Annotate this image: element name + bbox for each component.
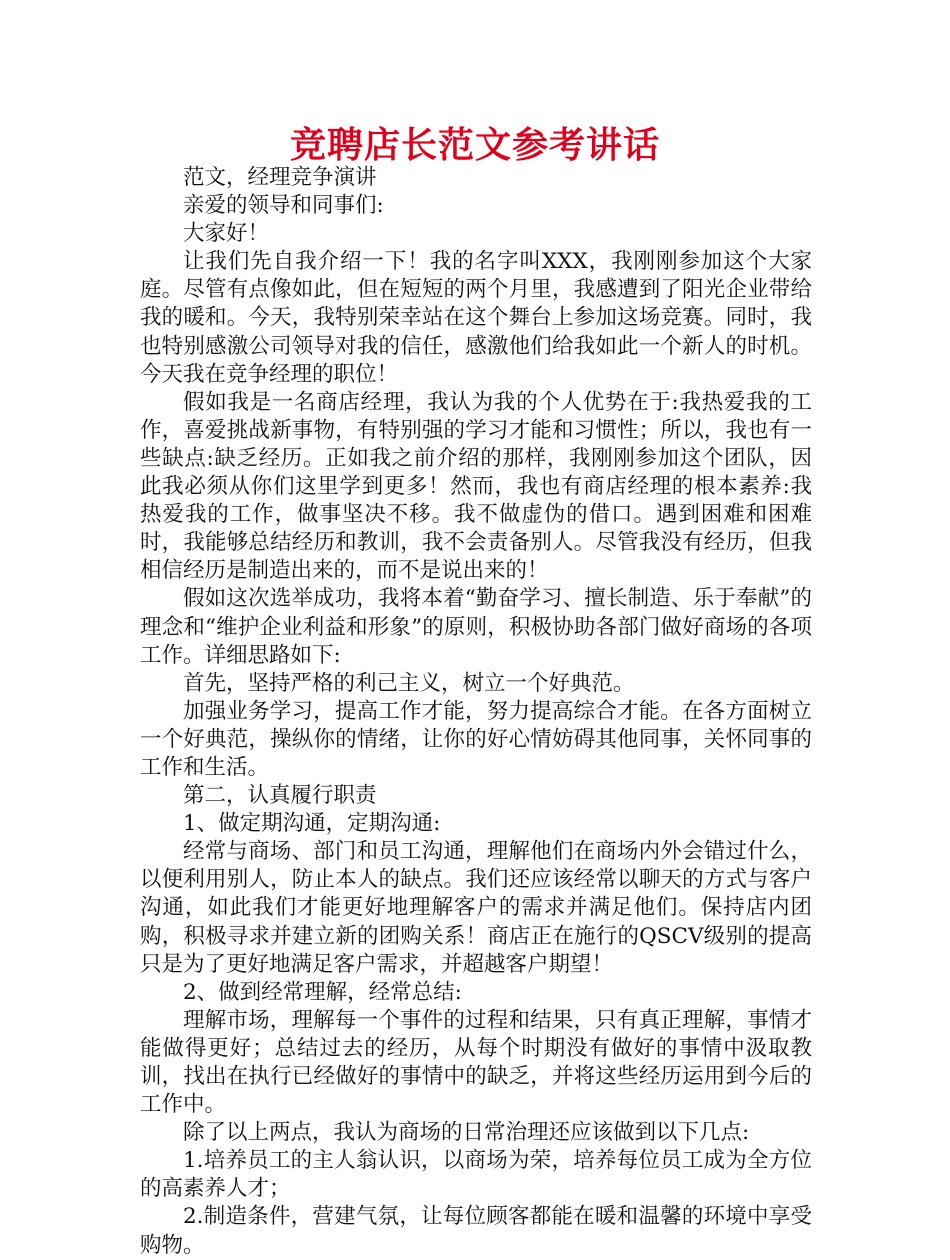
paragraph: 亲爱的领导和同事们: [183,193,384,219]
paragraph: 2.制造条件，营建气氛，让每位顾客都能在暖和温馨的环境中享受购物。 [140,1204,812,1258]
paragraph: 第二，认真履行职责 [183,783,377,809]
paragraph: 除了以上两点，我认为商场的日常治理还应该做到以下几点: [183,1120,750,1146]
paragraph: 2、做到经常理解，经常总结: [183,979,462,1005]
paragraph: 假如我是一名商店经理，我认为我的个人优势在于:我热爱我的工作，喜爱挑战新事物，有特别强的学习才能和习惯性；所以，我也有一些缺点:缺乏经历。正如我之前介绍的那样，我刚刚参加这个团队，因此我必须从你们这里学到更多！然而，我也有商店经理的根本素养:我热爱我的工作，做事坚决不移。我不做虚伪的借口。遇到困难和困难时，我能够总结经历和教训，我不会责备别人。尽管我没有经历，但我相信经历是制造出来的，而不是说出来的！ [140,389,812,584]
paragraph: 理解市场，理解每一个事件的过程和结果，只有真正理解，事情才能做得更好；总结过去的经历，从每个时期没有做好的事情中汲取教训，找出在执行已经做好的事情中的缺乏，并将这些经历运用到今后的工作中。 [140,1007,812,1118]
document-body [140,164,812,1260]
document-title: 竞聘店长范文参考讲话 [289,125,660,166]
paragraph: 范文，经理竞争演讲 [183,165,377,190]
paragraph: 假如这次选举成功，我将本着“勤奋学习、擅长制造、乐于奉献”的理念和“维护企业利益和形象”的原则，积极协助各部门做好商场的各项工作。详细思路如下: [140,586,812,668]
paragraph: 1、做定期沟通，定期沟通: [183,811,441,837]
paragraph: 首先，坚持严格的利己主义，树立一个好典范。 [183,670,635,696]
paragraph: 让我们先自我介绍一下！我的名字叫XXX，我刚刚参加这个大家庭。尽管有点像如此，但在短短的两个月里，我感遭到了阳光企业带给我的暖和。今天，我特别荣幸站在这个舞台上参加这场竞赛。同时，我也特别感激公司领导对我的信任，感激他们给我如此一个新人的时机。今天我在竞争经理的职位！ [140,249,812,387]
paragraph: 加强业务学习，提高工作才能，努力提高综合才能。在各方面树立一个好典范，操纵你的情绪，让你的好心情妨碍其他同事，关怀同事的工作和生活。 [140,698,812,780]
paragraph: 1.培养员工的主人翁认识，以商场为荣，培养每位员工成为全方位的高素养人才； [140,1148,812,1202]
paragraph: 经常与商场、部门和员工沟通，理解他们在商场内外会错过什么，以便利用别人，防止本人的缺点。我们还应该经常以聊天的方式与客户沟通，如此我们才能更好地理解客户的需求并满足他们。保持店内团购，积极寻求并建立新的团购关系！商店正在施行的QSCV级别的提高只是为了更好地满足客户需求，并超越客户期望！ [140,839,812,977]
paragraph: 大家好！ [183,221,270,247]
